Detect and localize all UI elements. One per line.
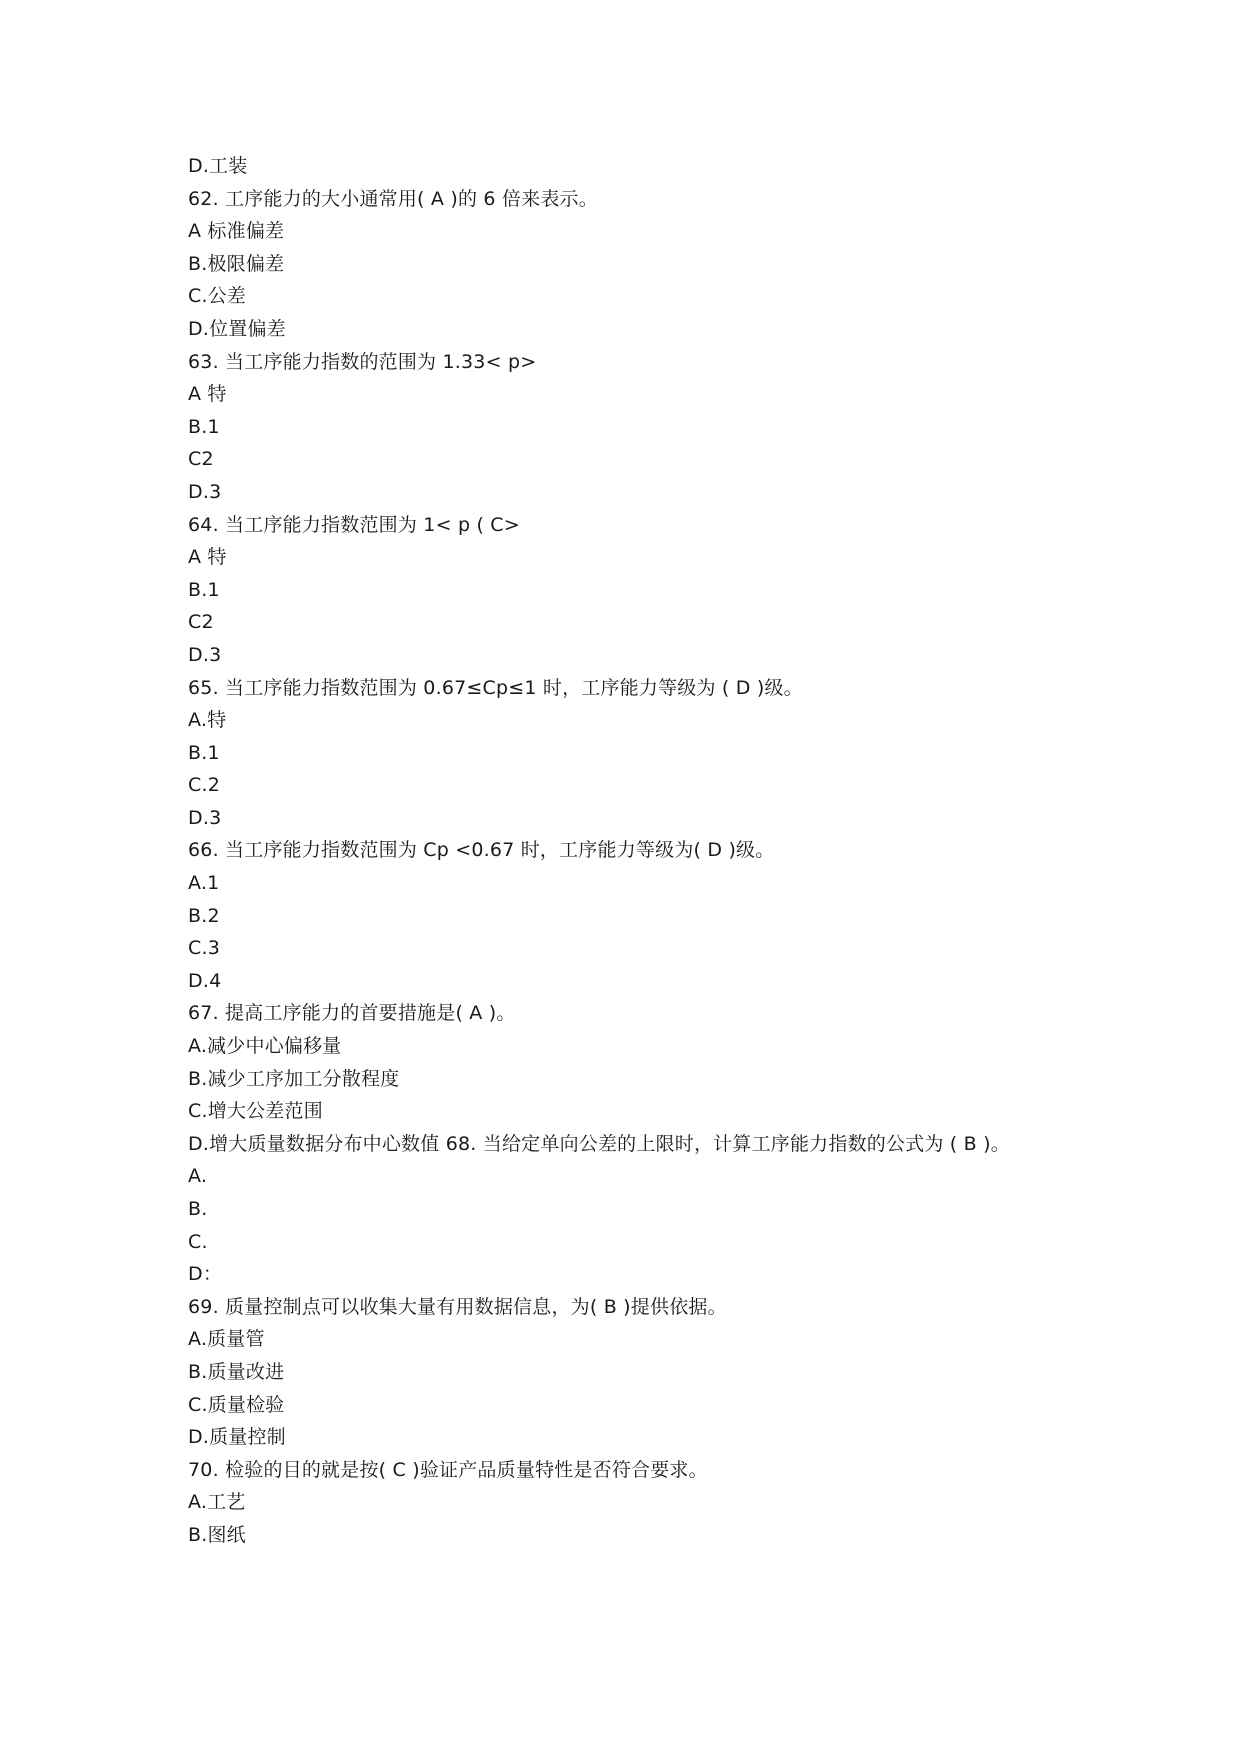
option-c-q66: C.3 (188, 937, 220, 960)
option-d-q64: D.3 (188, 643, 222, 666)
document-body (188, 150, 1068, 1552)
option-a-q65: A.特 (188, 709, 227, 732)
option-b-q62: B.极限偏差 (188, 252, 285, 275)
option-c-q67: C.增大公差范围 (188, 1100, 323, 1123)
option-b-q65: B.1 (188, 741, 220, 764)
option-b-q64: B.1 (188, 578, 220, 601)
option-a-q64: A 特 (188, 546, 227, 569)
option-b-q68: B. (188, 1198, 208, 1220)
option-d-q69: D.质量控制 (188, 1426, 286, 1449)
option-b-q66: B.2 (188, 904, 220, 927)
question-62: 62. 工序能力的大小通常用( A )的 6 倍来表示。 (188, 187, 598, 210)
option-c-q64: C2 (188, 611, 214, 634)
option-c-q68: C. (188, 1230, 208, 1253)
option-a-q68: A. (188, 1165, 208, 1188)
option-a-q67: A.减少中心偏移量 (188, 1035, 342, 1058)
option-a-q69: A.质量管 (188, 1328, 265, 1351)
question-63: 63. 当工序能力指数的范围为 1.33< p> (188, 350, 537, 373)
option-d-q63: D.3 (188, 480, 222, 503)
option-b-q67: B.减少工序加工分散程度 (188, 1067, 400, 1090)
question-66: 66. 当工序能力指数范围为 Cp <0.67 时，工序能力等级为( D )级。 (188, 839, 775, 862)
option-a-q63: A 特 (188, 383, 227, 406)
option-d-q67-question-68: D.增大质量数据分布中心数值 68. 当给定单向公差的上限时，计算工序能力指数的公式为 ( B )。 (188, 1132, 1010, 1155)
option-c-q63: C2 (188, 448, 214, 471)
option-a-q70: A.工艺 (188, 1491, 246, 1514)
option-c-q69: C.质量检验 (188, 1393, 285, 1416)
question-67: 67. 提高工序能力的首要措施是( A )。 (188, 1002, 516, 1025)
option-d-q61: D.工装 (188, 155, 248, 177)
option-a-q62: A 标准偏差 (188, 220, 285, 243)
option-c-q65: C.2 (188, 774, 220, 797)
option-d-q66: D.4 (188, 969, 222, 992)
option-d-q68: D： (188, 1263, 223, 1286)
option-b-q69: B.质量改进 (188, 1360, 285, 1383)
option-a-q66: A.1 (188, 872, 220, 895)
question-69: 69. 质量控制点可以收集大量有用数据信息，为( B )提供依据。 (188, 1295, 727, 1318)
question-65: 65. 当工序能力指数范围为 0.67≤Cp≤1 时，工序能力等级为 ( D )级。 (188, 676, 803, 699)
option-b-q70: B.图纸 (188, 1523, 246, 1546)
option-d-q65: D.3 (188, 806, 222, 829)
option-b-q63: B.1 (188, 415, 220, 438)
question-70: 70. 检验的目的就是按( C )验证产品质量特性是否符合要求。 (188, 1458, 708, 1481)
option-c-q62: C.公差 (188, 285, 247, 308)
option-d-q62: D.位置偏差 (188, 317, 286, 340)
question-64: 64. 当工序能力指数范围为 1< p ( C> (188, 513, 520, 536)
